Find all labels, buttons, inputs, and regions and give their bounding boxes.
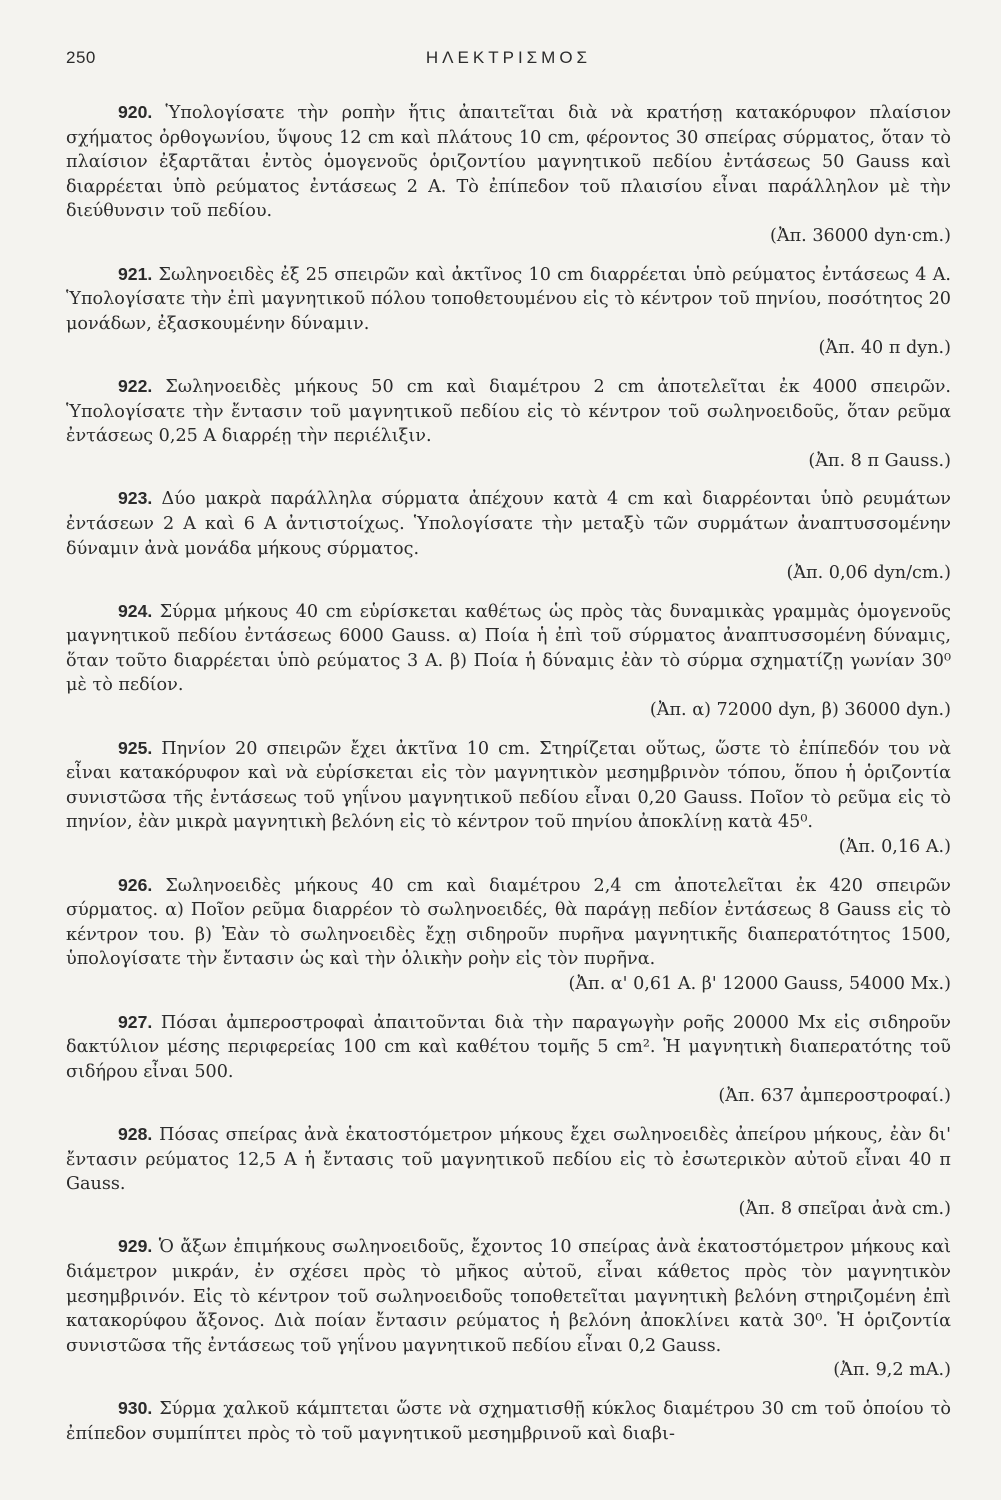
- problem-item: [66, 1234, 951, 1383]
- problem-number: 927.: [118, 1011, 153, 1032]
- problem-body: Ὑπολογίσατε τὴν ροπὴν ἥτις ἀπαιτεῖται διὰ νὰ κρατήσῃ κατακόρυφον πλαίσιον σχήματος ὀρθογωνίου, ὕψους 12 cm καὶ πλάτους 10 cm, φέροντος 30 σπείρας σύρματος, ὅταν τὸ πλαίσιον ἐξαρτᾶται ἐντὸς ὁμογενοῦς ὁριζοντίου μαγνητικοῦ πεδίου ἐντάσεως 50 Gauss καὶ διαρρέεται ὑπὸ ρεύματος ἐντάσεως 2 Α. Τὸ ἐπίπεδον τοῦ πλαισίου εἶναι παράλληλον μὲ τὴν διεύθυνσιν τοῦ πεδίου.: [66, 103, 952, 222]
- problem-body: Σωληνοειδὲς ἐξ 25 σπειρῶν καὶ ἀκτῖνος 10 cm διαρρέεται ὑπὸ ρεύματος ἐντάσεως 4 Α. Ὑπολογίσατε τὴν ἐπὶ μαγνητικοῦ πόλου τοποθετουμένου εἰς τὸ κέντρον τοῦ πηνίου, ποσότητος 20 μονάδων, ἐξασκουμένην δύναμιν.: [66, 264, 952, 334]
- problem-text: [66, 374, 951, 449]
- problem-item: [66, 1122, 951, 1221]
- problem-number: 920.: [118, 102, 153, 122]
- problem-text: [66, 262, 951, 337]
- problem-text: [66, 1010, 951, 1085]
- problem-number: 923.: [118, 488, 153, 509]
- problem-item: [66, 1396, 951, 1446]
- problem-body: Σύρμα μήκους 40 cm εὑρίσκεται καθέτως ὡς πρὸς τὰς δυναμικὰς γραμμὰς ὁμογενοῦς μαγνητικοῦ πεδίου ἐντάσεως 6000 Gauss. α) Ποία ἡ ἐπὶ τοῦ σύρματος ἀναπτυσσομένη δύναμις, ὅταν τοῦτο διαρρέεται ὑπὸ ρεύματος 3 Α. β) Ποία ἡ δύναμις ἐὰν τὸ σύρμα σχηματίζῃ γωνίαν 30⁰ μὲ τὸ πεδίον.: [66, 601, 951, 696]
- problem-item: [66, 486, 951, 585]
- problem-item: [66, 599, 951, 723]
- problem-text: [66, 486, 951, 561]
- problem-text: [66, 1234, 951, 1358]
- problem-body: Σωληνοειδὲς μήκους 40 cm καὶ διαμέτρου 2,4 cm ἀποτελεῖται ἐκ 420 σπειρῶν σύρματος. α) Ποῖον ρεῦμα διαρρέον τὸ σωληνοειδές, θὰ παράγῃ πεδίον ἐντάσεως 8 Gauss εἰς τὸ κέντρον του. β) Ἐὰν τὸ σωληνοειδὲς ἔχῃ σιδηροῦν πυρῆνα μαγνητικῆς διαπερατότητος 1500, ὑπολογίσατε τὴν ἔντασιν ὡς καὶ τὴν ὁλικὴν ροὴν εἰς τὸν πυρῆνα.: [66, 875, 951, 970]
- problem-text: [66, 736, 951, 835]
- problem-item: [66, 1010, 951, 1109]
- problem-body: Πόσαι ἀμπεροστροφαὶ ἀπαιτοῦνται διὰ τὴν παραγωγὴν ροῆς 20000 Mx εἰς σιδηροῦν δακτύλιον μέσης περιφερείας 100 cm καὶ καθέτου τομῆς 5 cm². Ἡ μαγνητικὴ διαπερατότης τοῦ σιδήρου εἶναι 500.: [66, 1012, 952, 1082]
- problem-item: [66, 873, 951, 997]
- problem-text: [66, 1396, 951, 1446]
- book-page: [66, 48, 951, 1459]
- answer: (Ἀπ. 0,06 dyn/cm.): [786, 563, 951, 584]
- problem-number: 929.: [118, 1236, 153, 1257]
- running-title: ΗΛΕΚΤΡΙΣΜΟΣ: [425, 48, 592, 67]
- problem-number: 921.: [118, 263, 153, 284]
- answer: (Ἀπ. 8 π Gauss.): [808, 450, 951, 471]
- answer: (Ἀπ. 0,16 Α.): [838, 837, 951, 858]
- running-head: [66, 48, 951, 78]
- problem-number: 926.: [118, 874, 153, 895]
- answer: (Ἀπ. 9,2 mA.): [833, 1360, 951, 1381]
- problem-text: [66, 1122, 951, 1197]
- answer: (Ἀπ. 40 π dyn.): [818, 338, 951, 359]
- problem-body: Σύρμα χαλκοῦ κάμπτεται ὥστε νὰ σχηματισθῇ κύκλος διαμέτρου 30 cm τοῦ ὁποίου τὸ ἐπίπεδον συμπίπτει πρὸς τὸ τοῦ μαγνητικοῦ μεσημβρινοῦ καὶ διαβι-: [66, 1398, 951, 1444]
- problem-text: [66, 873, 951, 972]
- answer: (Ἀπ. 36000 dyn·cm.): [770, 225, 951, 246]
- problem-list: [66, 100, 951, 1446]
- problem-item: [66, 736, 951, 860]
- answer: (Ἀπ. 8 σπεῖραι ἀνὰ cm.): [738, 1198, 951, 1219]
- problem-body: Ὁ ἄξων ἐπιμήκους σωληνοειδοῦς, ἔχοντος 10 σπείρας ἀνὰ ἑκατοστόμετρον μήκους καὶ διάμετρον μικράν, ἐν σχέσει πρὸς τὸ μῆκος αὐτοῦ, εἶναι κάθετος πρὸς τὸν μαγνητικὸν μεσημβρινόν. Εἰς τὸ κέντρον τοῦ σωληνοειδοῦς τοποθετεῖται μαγνητικὴ βελόνη στηριζομένη ἐπὶ κατακορύφου ἄξονος. Διὰ ποίαν ἔντασιν ρεύματος ἡ βελόνη ἀποκλίνει κατὰ 30⁰. Ἡ ὁριζοντία συνιστῶσα τῆς ἐντάσεως τοῦ γηΐνου μαγνητικοῦ πεδίου εἶναι 0,2 Gauss.: [66, 1237, 951, 1356]
- problem-item: [66, 100, 951, 249]
- answer: (Ἀπ. 637 ἀμπεροστροφαί.): [718, 1086, 951, 1107]
- problem-body: Δύο μακρὰ παράλληλα σύρματα ἀπέχουν κατὰ 4 cm καὶ διαρρέονται ὑπὸ ρευμάτων ἐντάσεων 2 Α καὶ 6 Α ἀντιστοίχως. Ὑπολογίσατε τὴν μεταξὺ τῶν συρμάτων ἀναπτυσσομένην δύναμιν ἀνὰ μονάδα μήκους σύρματος.: [66, 489, 952, 559]
- problem-number: 925.: [118, 737, 153, 758]
- problem-body: Σωληνοειδὲς μήκους 50 cm καὶ διαμέτρου 2 cm ἀποτελεῖται ἐκ 4000 σπειρῶν. Ὑπολογίσατε τὴν ἔντασιν τοῦ μαγνητικοῦ πεδίου εἰς τὸ κέντρον τοῦ σωληνοειδοῦς, ὅταν ρεῦμα ἐντάσεως 0,25 Α διαρρέῃ τὴν περιέλιξιν.: [66, 376, 951, 447]
- page-number: 250: [66, 48, 96, 67]
- answer: (Ἀπ. α) 72000 dyn, β) 36000 dyn.): [649, 700, 951, 721]
- problem-number: 930.: [118, 1397, 153, 1418]
- problem-item: [66, 374, 951, 473]
- problem-number: 928.: [118, 1123, 153, 1144]
- problem-number: 922.: [118, 375, 153, 396]
- problem-number: 924.: [118, 600, 153, 621]
- answer: (Ἀπ. α' 0,61 Α. β' 12000 Gauss, 54000 Mx.): [568, 974, 951, 994]
- problem-body: Πηνίον 20 σπειρῶν ἔχει ἀκτῖνα 10 cm. Στηρίζεται οὕτως, ὥστε τὸ ἐπίπεδόν του νὰ εἶναι κατακόρυφον καὶ νὰ εὑρίσκεται εἰς τὸν μαγνητικὸν μεσημβρινὸν τόπου, ὅπου ἡ ὁριζοντία συνιστῶσα τῆς ἐντάσεως τοῦ γηΐνου μαγνητικοῦ πεδίου εἶναι 0,20 Gauss. Ποῖον τὸ ρεῦμα εἰς τὸ πηνίον, ἐὰν μικρὰ μαγνητικὴ βελόνη εἰς τὸ κέντρον τοῦ πηνίου ἀποκλίνῃ κατὰ 45⁰.: [66, 738, 951, 833]
- problem-body: Πόσας σπείρας ἀνὰ ἑκατοστόμετρον μήκους ἔχει σωληνοειδὲς ἀπείρου μήκους, ἐὰν δι' ἔντασιν ρεύματος 12,5 Α ἡ ἔντασις τοῦ μαγνητικοῦ πεδίου εἰς τὸ ἐσωτερικὸν αὐτοῦ εἶναι 40 π Gauss.: [66, 1124, 951, 1195]
- problem-item: [66, 262, 951, 361]
- problem-text: [66, 599, 951, 698]
- problem-text: [66, 100, 951, 224]
